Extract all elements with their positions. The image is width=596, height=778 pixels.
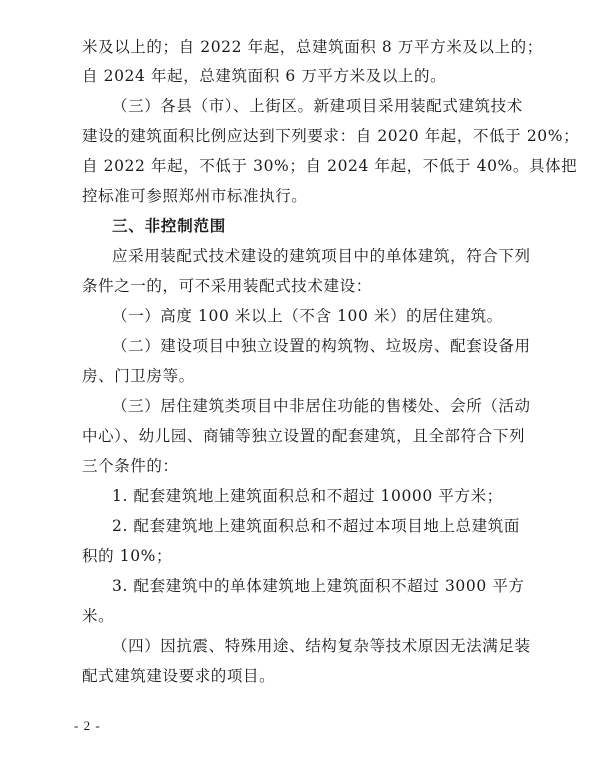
text-line-14: 中心）、幼儿园、商铺等独立设置的配套建筑，且全部符合下列 bbox=[82, 427, 526, 445]
text-line-1: 米及以上的；自 2022 年起，总建筑面积 8 万平方米及以上的； bbox=[82, 38, 543, 56]
text-line-20: 米。 bbox=[82, 607, 115, 625]
section-heading: 三、非控制范围 bbox=[112, 217, 227, 235]
text-line-3: （三）各县（市）、上街区。新建项目采用装配式建筑技术 bbox=[112, 97, 523, 115]
text-line-15: 三个条件的： bbox=[82, 457, 179, 475]
text-line-22: 配式建筑建设要求的项目。 bbox=[82, 667, 276, 685]
text-line-9: 条件之一的，可不采用装配式技术建设： bbox=[82, 277, 372, 295]
text-line-13: （三）居住建筑类项目中非居住功能的售楼处、会所（活动 bbox=[112, 397, 531, 415]
page-number: - 2 - bbox=[74, 718, 101, 733]
text-line-21: （四）因抗震、特殊用途、结构复杂等技术原因无法满足装 bbox=[112, 637, 531, 655]
text-line-11: （二）建设项目中独立设置的构筑物、垃圾房、配套设备用 bbox=[112, 337, 531, 355]
text-line-5: 自 2022 年起，不低于 30%；自 2024 年起，不低于 40%。具体把 bbox=[82, 157, 578, 175]
text-line-17: 2. 配套建筑地上建筑面积总和不超过本项目地上总建筑面 bbox=[112, 517, 520, 535]
text-line-8: 应采用装配式技术建设的建筑项目中的单体建筑，符合下列 bbox=[112, 247, 531, 265]
text-line-2: 自 2024 年起，总建筑面积 6 万平方米及以上的。 bbox=[82, 67, 447, 85]
text-line-6: 控标准可参照郑州市标准执行。 bbox=[82, 187, 308, 205]
text-line-4: 建设的建筑面积比例应达到下列要求：自 2020 年起，不低于 20%； bbox=[82, 127, 580, 145]
text-line-16: 1. 配套建筑地上建筑面积总和不超过 10000 平方米； bbox=[112, 487, 503, 505]
text-line-10: （一）高度 100 米以上（不含 100 米）的居住建筑。 bbox=[112, 307, 503, 325]
text-line-12: 房、门卫房等。 bbox=[82, 367, 195, 385]
text-line-19: 3. 配套建筑中的单体建筑地上建筑面积不超过 3000 平方 bbox=[112, 577, 525, 595]
text-line-18: 积的 10%； bbox=[82, 547, 173, 565]
